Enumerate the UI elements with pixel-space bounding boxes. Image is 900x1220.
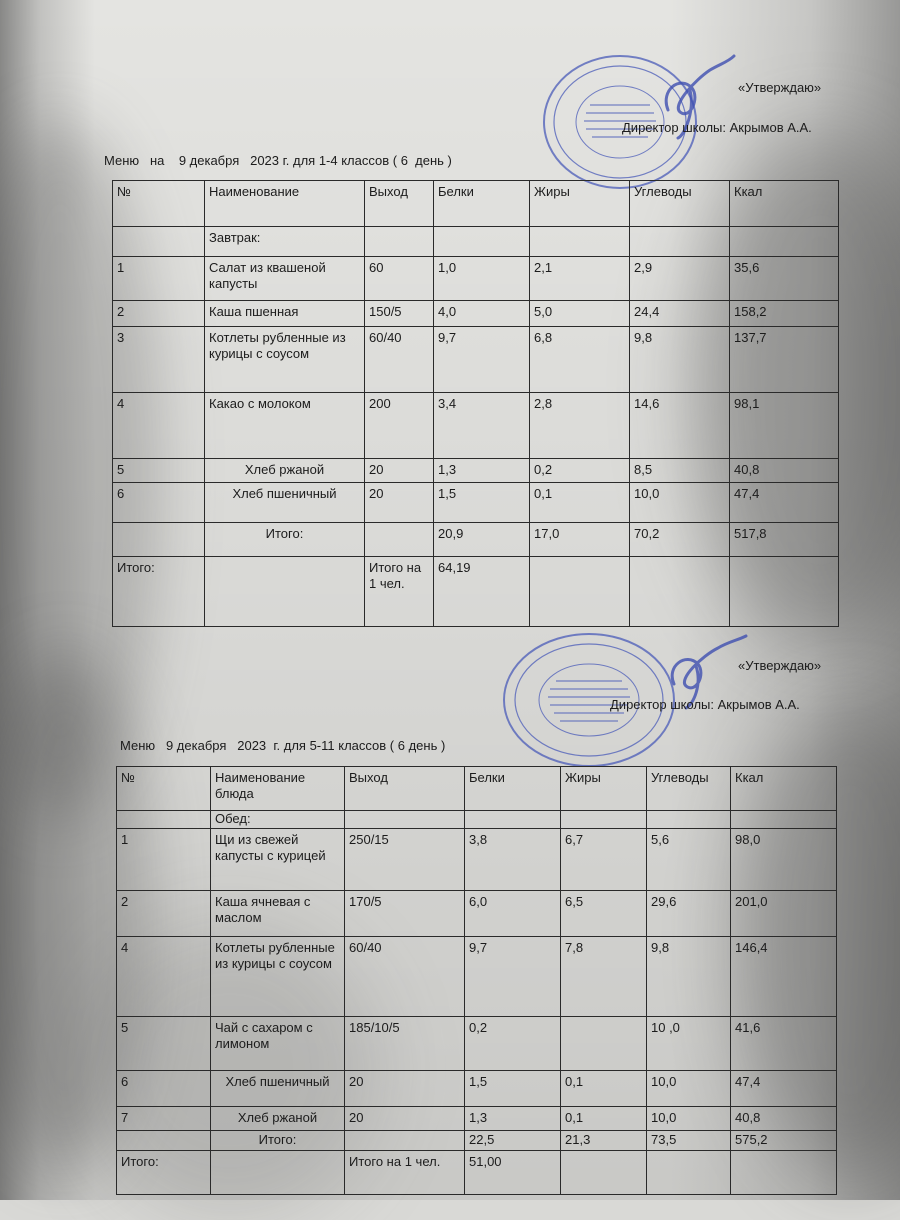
dish-protein: 9,7 (434, 327, 530, 393)
dish-fat: 2,8 (530, 393, 630, 459)
dish-protein: 1,3 (434, 459, 530, 483)
menu-table-grades-5-11 (116, 766, 837, 1195)
dish-name: Чай с сахаром с лимоном (211, 1017, 345, 1071)
dish-carbs: 24,4 (630, 301, 730, 327)
subtotal-carbs: 73,5 (647, 1131, 731, 1151)
section-label: Обед: (211, 811, 345, 829)
header-protein: Белки (465, 767, 561, 811)
dish-protein: 1,0 (434, 257, 530, 301)
section-row (117, 811, 837, 829)
subtotal-label: Итого: (211, 1131, 345, 1151)
dish-carbs: 10,0 (647, 1071, 731, 1107)
dish-kcal: 40,8 (730, 459, 839, 483)
menu-title-1: Меню на 9 декабря 2023 г. для 1-4 классов ( 6 день ) (104, 153, 452, 168)
dish-name: Каша ячневая с маслом (211, 891, 345, 937)
table-row (113, 301, 839, 327)
dish-carbs: 5,6 (647, 829, 731, 891)
header-kcal: Ккал (731, 767, 837, 811)
total-label: Итого: (117, 1151, 211, 1195)
dish-output: 20 (365, 483, 434, 523)
row-number: 1 (113, 257, 205, 301)
dish-name: Щи из свежей капусты с курицей (211, 829, 345, 891)
total-per-person-label: Итого на 1 чел. (345, 1151, 465, 1195)
dish-name: Котлеты рубленные из курицы с соусом (211, 937, 345, 1017)
total-label: Итого: (113, 557, 205, 627)
header-number: № (117, 767, 211, 811)
subtotal-row (117, 1131, 837, 1151)
header-number: № (113, 181, 205, 227)
approve-label-bottom: «Утверждаю» (738, 658, 822, 673)
header-name: Наименование блюда (211, 767, 345, 811)
dish-carbs: 10 ,0 (647, 1017, 731, 1071)
dish-output: 250/15 (345, 829, 465, 891)
dish-carbs: 2,9 (630, 257, 730, 301)
dish-fat: 7,8 (561, 937, 647, 1017)
total-per-person-label: Итого на 1 чел. (365, 557, 434, 627)
subtotal-fat: 21,3 (561, 1131, 647, 1151)
dish-carbs: 29,6 (647, 891, 731, 937)
dish-protein: 1,3 (465, 1107, 561, 1131)
table-row (117, 1017, 837, 1071)
dish-protein: 4,0 (434, 301, 530, 327)
row-number: 5 (113, 459, 205, 483)
approve-label-top: «Утверждаю» (738, 80, 822, 95)
row-number: 3 (113, 327, 205, 393)
subtotal-fat: 17,0 (530, 523, 630, 557)
dish-output: 60/40 (365, 327, 434, 393)
dish-kcal: 146,4 (731, 937, 837, 1017)
dish-protein: 3,4 (434, 393, 530, 459)
total-row (117, 1151, 837, 1195)
header-fat: Жиры (530, 181, 630, 227)
dish-name: Хлеб пшеничный (205, 483, 365, 523)
dish-fat: 0,1 (561, 1071, 647, 1107)
header-carbs: Углеводы (647, 767, 731, 811)
dish-protein: 3,8 (465, 829, 561, 891)
dish-output: 170/5 (345, 891, 465, 937)
row-number: 2 (117, 891, 211, 937)
dish-fat: 0,1 (530, 483, 630, 523)
section-row (113, 227, 839, 257)
header-name: Наименование (205, 181, 365, 227)
row-number: 2 (113, 301, 205, 327)
header-output: Выход (365, 181, 434, 227)
dish-kcal: 137,7 (730, 327, 839, 393)
dish-fat: 0,1 (561, 1107, 647, 1131)
table-row (117, 1071, 837, 1107)
dish-output: 60/40 (345, 937, 465, 1017)
table-row (117, 1107, 837, 1131)
dish-fat: 6,8 (530, 327, 630, 393)
dish-protein: 6,0 (465, 891, 561, 937)
dish-output: 20 (345, 1071, 465, 1107)
subtotal-label: Итого: (205, 523, 365, 557)
dish-output: 185/10/5 (345, 1017, 465, 1071)
row-number: 7 (117, 1107, 211, 1131)
table-row (117, 937, 837, 1017)
dish-kcal: 40,8 (731, 1107, 837, 1131)
header-output: Выход (345, 767, 465, 811)
table-row (117, 891, 837, 937)
header-protein: Белки (434, 181, 530, 227)
row-number: 6 (117, 1071, 211, 1107)
dish-carbs: 14,6 (630, 393, 730, 459)
dish-name: Хлеб пшеничный (211, 1071, 345, 1107)
dish-name: Хлеб ржаной (205, 459, 365, 483)
dish-kcal: 98,1 (730, 393, 839, 459)
dish-fat: 6,7 (561, 829, 647, 891)
row-number: 5 (117, 1017, 211, 1071)
total-value: 51,00 (465, 1151, 561, 1195)
subtotal-kcal: 517,8 (730, 523, 839, 557)
row-number: 4 (117, 937, 211, 1017)
table-row (113, 327, 839, 393)
dish-fat: 6,5 (561, 891, 647, 937)
table-header-row (113, 181, 839, 227)
subtotal-row (113, 523, 839, 557)
dish-protein: 9,7 (465, 937, 561, 1017)
dish-kcal: 201,0 (731, 891, 837, 937)
menu-title-2: Меню 9 декабря 2023 г. для 5-11 классов ( 6 день ) (120, 738, 446, 753)
dish-fat: 5,0 (530, 301, 630, 327)
table-row (117, 829, 837, 891)
total-value: 64,19 (434, 557, 530, 627)
subtotal-protein: 22,5 (465, 1131, 561, 1151)
dish-name: Салат из квашеной капусты (205, 257, 365, 301)
table-row (113, 393, 839, 459)
table-row (113, 459, 839, 483)
dish-kcal: 41,6 (731, 1017, 837, 1071)
dish-fat: 0,2 (530, 459, 630, 483)
dish-output: 150/5 (365, 301, 434, 327)
dish-output: 20 (345, 1107, 465, 1131)
row-number: 6 (113, 483, 205, 523)
dish-protein: 1,5 (465, 1071, 561, 1107)
dish-kcal: 35,6 (730, 257, 839, 301)
dish-carbs: 9,8 (647, 937, 731, 1017)
dish-name: Каша пшенная (205, 301, 365, 327)
dish-kcal: 47,4 (730, 483, 839, 523)
dish-name: Хлеб ржаной (211, 1107, 345, 1131)
subtotal-protein: 20,9 (434, 523, 530, 557)
director-line-top: Директор школы: Акрымов А.А. (622, 120, 812, 135)
dish-output: 200 (365, 393, 434, 459)
dish-fat: 2,1 (530, 257, 630, 301)
header-fat: Жиры (561, 767, 647, 811)
dish-protein: 1,5 (434, 483, 530, 523)
section-label: Завтрак: (205, 227, 365, 257)
dish-output: 60 (365, 257, 434, 301)
dish-carbs: 9,8 (630, 327, 730, 393)
menu-table-grades-1-4 (112, 180, 839, 627)
table-row (113, 483, 839, 523)
subtotal-kcal: 575,2 (731, 1131, 837, 1151)
row-number: 1 (117, 829, 211, 891)
header-carbs: Углеводы (630, 181, 730, 227)
dish-carbs: 10,0 (647, 1107, 731, 1131)
table-row (113, 257, 839, 301)
dish-kcal: 47,4 (731, 1071, 837, 1107)
dish-name: Котлеты рубленные из курицы с соусом (205, 327, 365, 393)
dish-carbs: 10,0 (630, 483, 730, 523)
table-header-row (117, 767, 837, 811)
dish-fat (561, 1017, 647, 1071)
dish-name: Какао с молоком (205, 393, 365, 459)
header-kcal: Ккал (730, 181, 839, 227)
dish-output: 20 (365, 459, 434, 483)
dish-kcal: 158,2 (730, 301, 839, 327)
row-number: 4 (113, 393, 205, 459)
dish-kcal: 98,0 (731, 829, 837, 891)
director-line-bottom: Директор школы: Акрымов А.А. (610, 697, 800, 712)
dish-carbs: 8,5 (630, 459, 730, 483)
subtotal-carbs: 70,2 (630, 523, 730, 557)
total-row (113, 557, 839, 627)
dish-protein: 0,2 (465, 1017, 561, 1071)
